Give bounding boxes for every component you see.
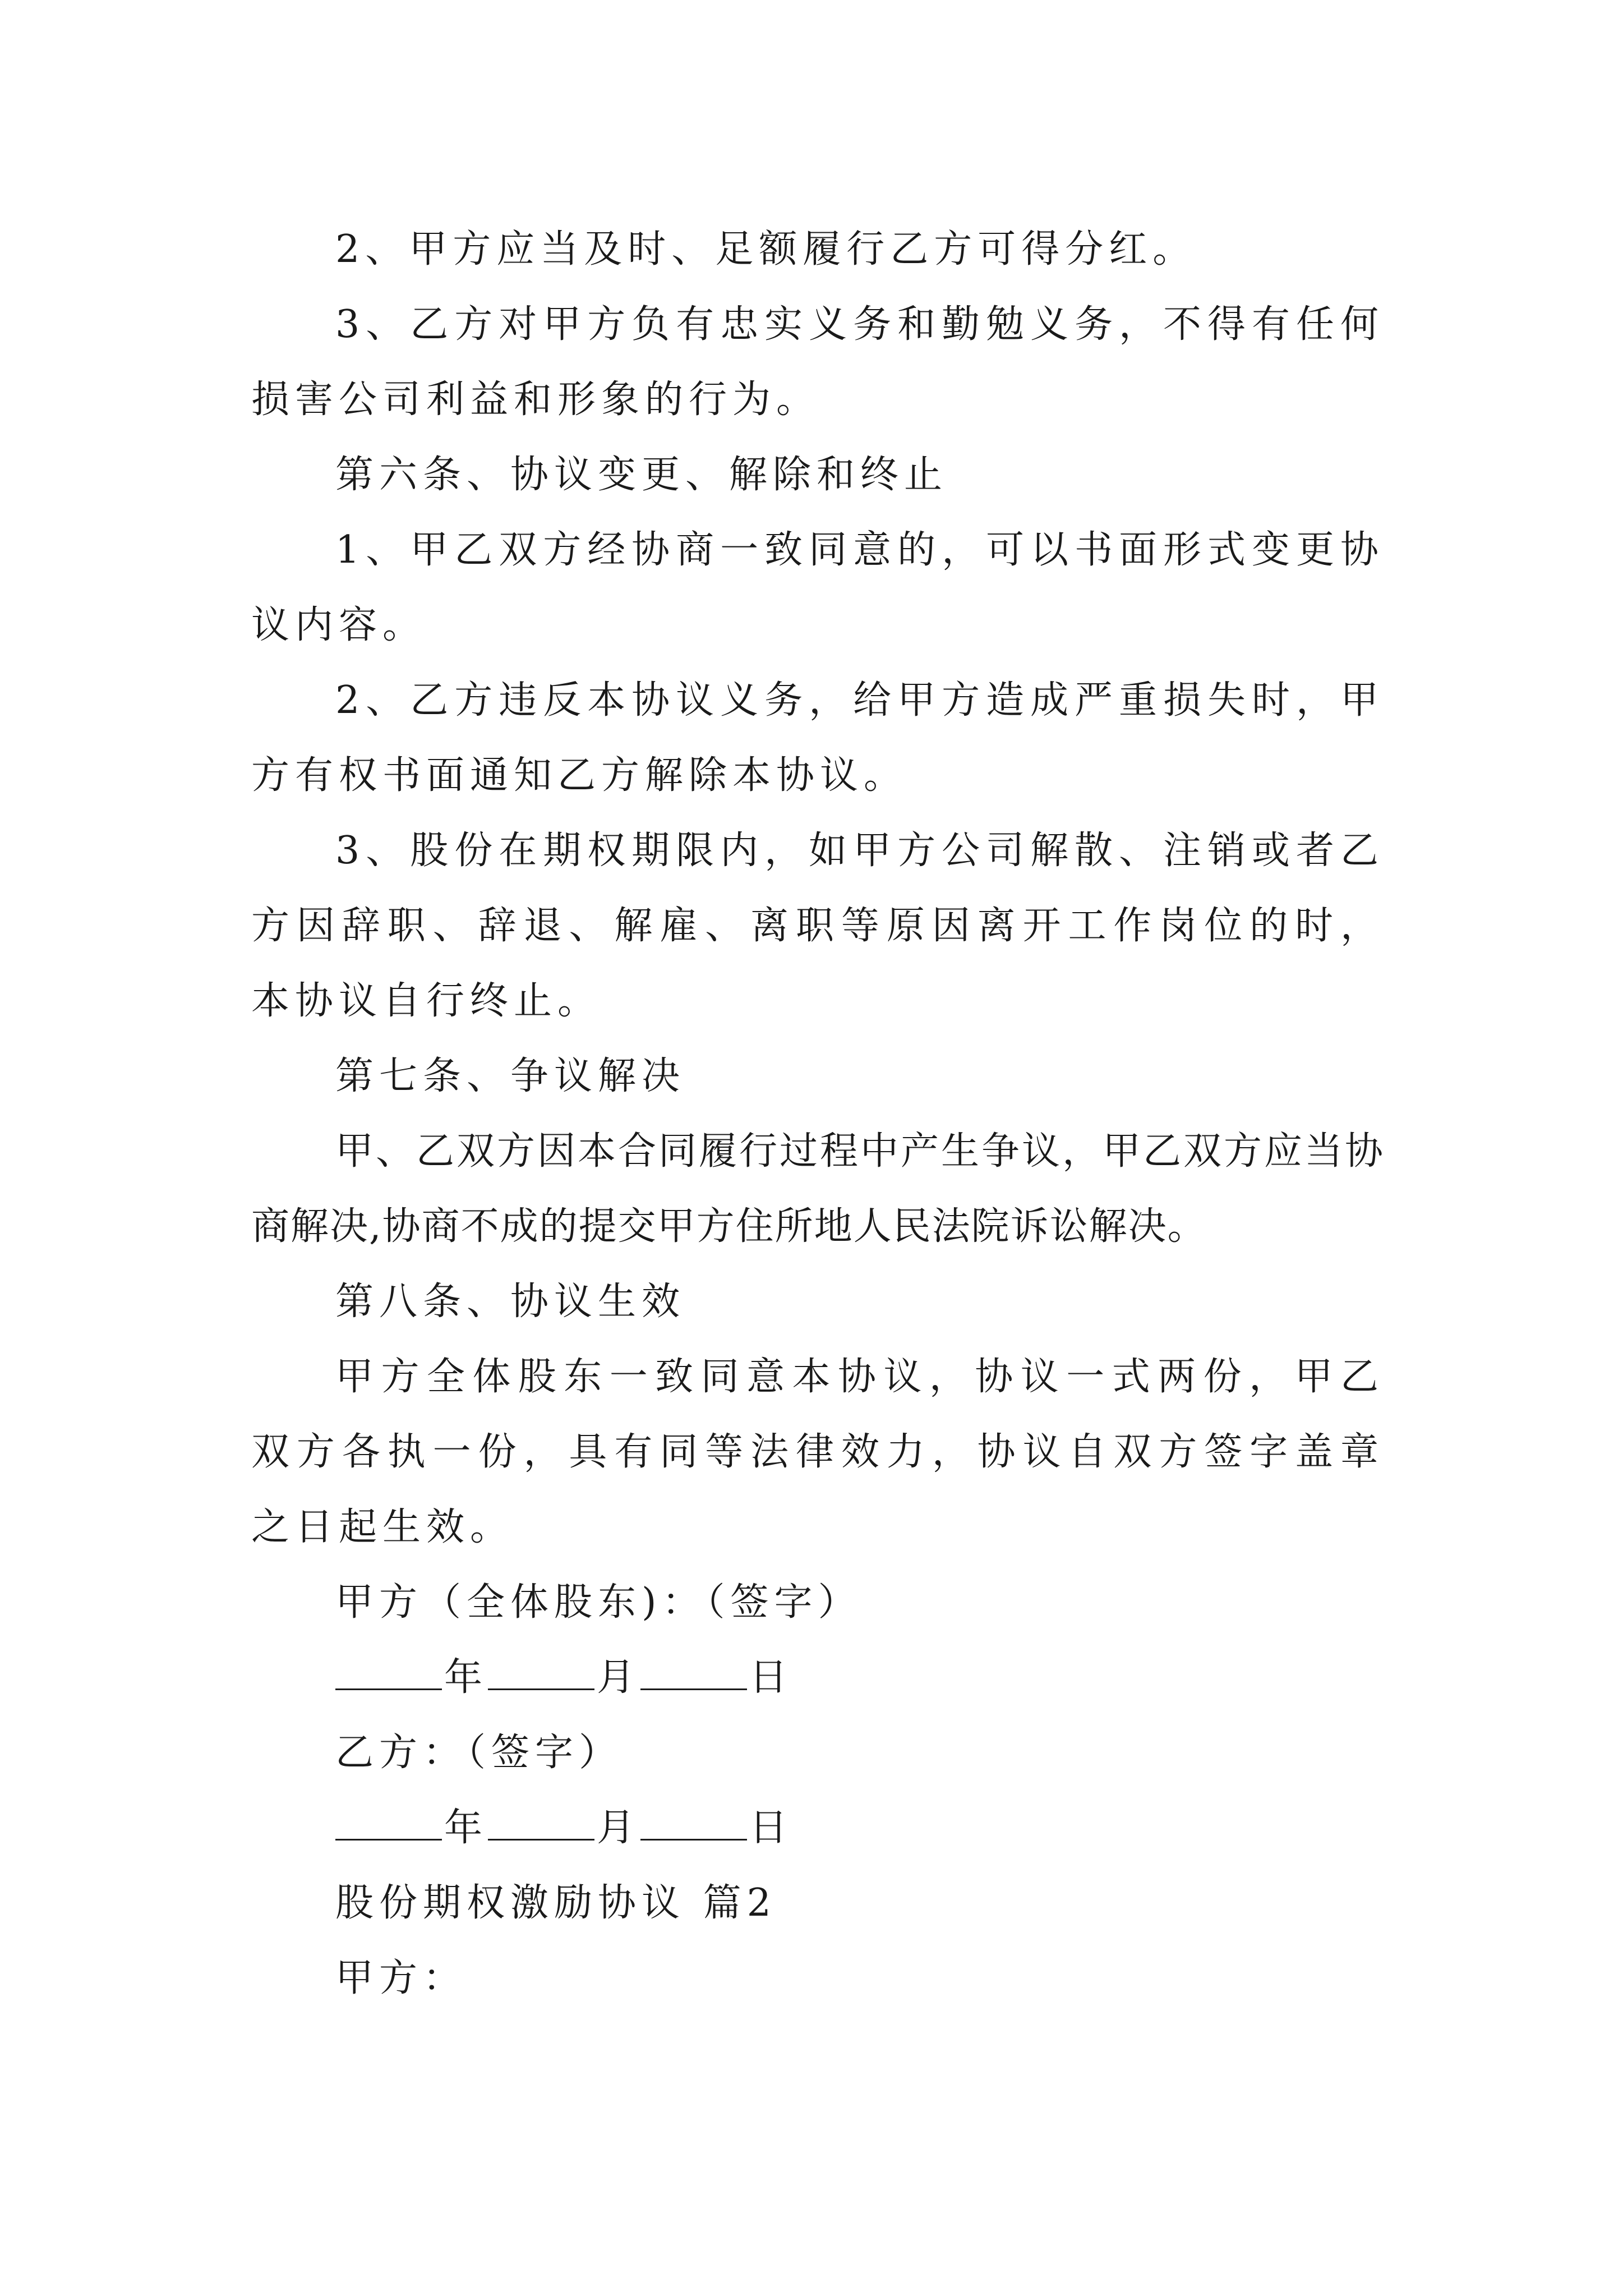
section-title: 股份期权激励协议 篇2: [335, 1881, 777, 1925]
party-b-signature-label: 乙方：（签字）: [335, 1731, 623, 1775]
month-label: 月: [597, 1655, 641, 1700]
day-label: 日: [749, 1655, 794, 1700]
year-blank: [335, 1684, 442, 1690]
month-blank: [488, 1834, 594, 1841]
year-blank: [335, 1834, 442, 1841]
day-blank: [640, 1834, 747, 1841]
article-heading: 第八条、协议生效: [335, 1280, 686, 1324]
party-a-signature-label: 甲方（全体股东)：（签字）: [335, 1580, 862, 1625]
party-a-label: 甲方：: [335, 1956, 467, 2000]
article-heading: 第六条、协议变更、解除和终止: [335, 453, 948, 497]
document-body: [251, 212, 1384, 2016]
month-label: 月: [597, 1806, 641, 1850]
clause-paragraph: 甲、乙双方因本合同履行过程中产生争议，甲乙双方应当协商解决,协商不成的提交甲方住所地人民法院诉讼解决。: [251, 1129, 1384, 1249]
year-label: 年: [444, 1655, 488, 1700]
clause-paragraph: 2、乙方违反本协议义务，给甲方造成严重损失时，甲方有权书面通知乙方解除本协议。: [251, 678, 1384, 798]
day-blank: [640, 1684, 747, 1690]
year-label: 年: [444, 1806, 488, 1850]
clause-paragraph: 3、股份在期权期限内，如甲方公司解散、注销或者乙方因辞职、辞退、解雇、离职等原因离开工作岗位的时，本协议自行终止。: [251, 829, 1384, 1023]
party-a-date-line: [251, 1640, 1384, 1715]
clause-paragraph: 甲方全体股东一致同意本协议，协议一式两份，甲乙双方各执一份，具有同等法律效力，协议自双方签字盖章之日起生效。: [251, 1355, 1384, 1549]
clause-paragraph: 2、甲方应当及时、足额履行乙方可得分红。: [335, 227, 1197, 272]
month-blank: [488, 1684, 594, 1690]
day-label: 日: [749, 1806, 794, 1850]
clause-paragraph: 1、甲乙双方经协商一致同意的，可以书面形式变更协议内容。: [251, 528, 1384, 647]
article-heading: 第七条、争议解决: [335, 1054, 686, 1098]
party-b-date-line: [251, 1791, 1384, 1866]
clause-paragraph: 3、乙方对甲方负有忠实义务和勤勉义务，不得有任何损害公司利益和形象的行为。: [251, 302, 1384, 422]
